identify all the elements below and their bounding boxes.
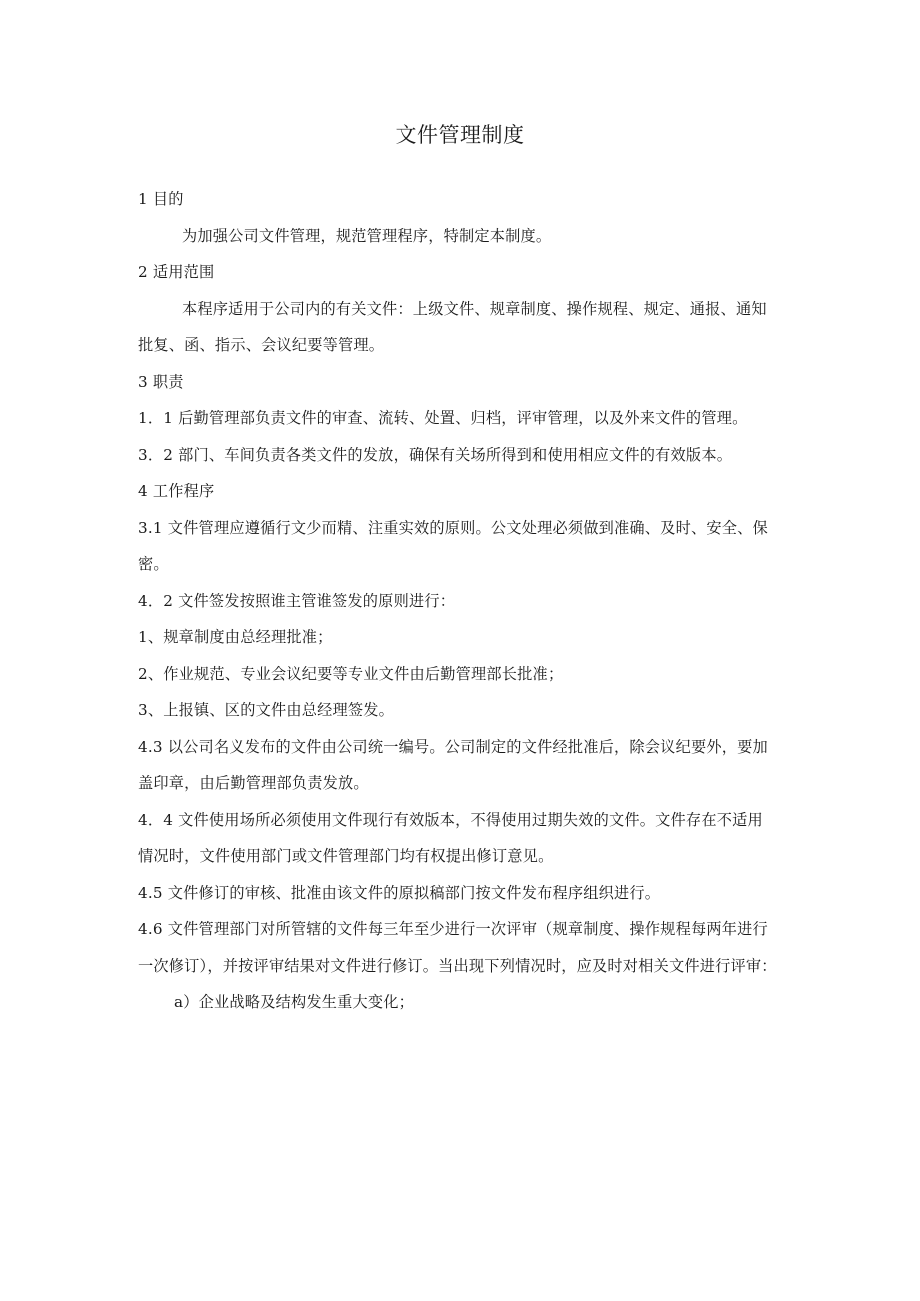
section-heading-scope: 2 适用范围 (138, 263, 215, 281)
section-heading-responsibility: 3 职责 (138, 372, 184, 391)
list-item-3: 3、上报镇、区的文件由总经理签发。 (138, 701, 395, 719)
paragraph-clause-4-2: 4．2 文件签发按照谁主管谁签发的原则进行： (138, 591, 456, 610)
paragraph-clause-4-3: 4.3 以公司名义发布的文件由公司统一编号。公司制定的文件经批准后，除会议纪要外，要加盖印章，由后勤管理部负责发放。 (138, 737, 768, 792)
list-item-1: 1、规章制度由总经理批准； (138, 628, 333, 646)
list-item-2: 2、作业规范、专业会议纪要等专业文件由后勤管理部长批准； (138, 664, 564, 683)
paragraph-purpose: 为加强公司文件管理，规范管理程序，特制定本制度。 (182, 226, 552, 245)
section-heading-purpose: 1 目的 (138, 190, 184, 208)
paragraph-clause-1-1: 1．1 后勤管理部负责文件的审查、流转、处置、归档，评审管理，以及外来文件的管理。 (138, 409, 748, 427)
document-body (138, 181, 778, 1021)
paragraph-clause-4-6: 4.6 文件管理部门对所管辖的文件每三年至少进行一次评审（规章制度、操作规程每两年进行一次修订），并按评审结果对文件进行修订。当出现下列情况时，应及时对相关文件进行评审： (138, 920, 777, 975)
paragraph-clause-3-2: 3．2 部门、车间负责各类文件的发放，确保有关场所得到和使用相应文件的有效版本。 (138, 445, 733, 464)
paragraph-clause-4-4: 4．4 文件使用场所必须使用文件现行有效版本，不得使用过期失效的文件。文件存在不适用情况时，文件使用部门或文件管理部门均有权提出修订意见。 (138, 810, 763, 865)
section-heading-procedure: 4 工作程序 (138, 482, 215, 500)
paragraph-clause-3-1: 3.1 文件管理应遵循行文少而精、注重实效的原则。公文处理必须做到准确、及时、安全、保密。 (138, 518, 768, 573)
list-item-a: a）企业战略及结构发生重大变化； (174, 993, 415, 1011)
document-title: 文件管理制度 (395, 123, 525, 147)
paragraph-clause-4-5: 4.5 文件修订的审核、批准由该文件的原拟稿部门按文件发布程序组织进行。 (138, 883, 661, 902)
paragraph-scope: 本程序适用于公司内的有关文件：上级文件、规章制度、操作规程、规定、通报、通知批复、函、指示、会议纪要等管理。 (138, 299, 767, 354)
